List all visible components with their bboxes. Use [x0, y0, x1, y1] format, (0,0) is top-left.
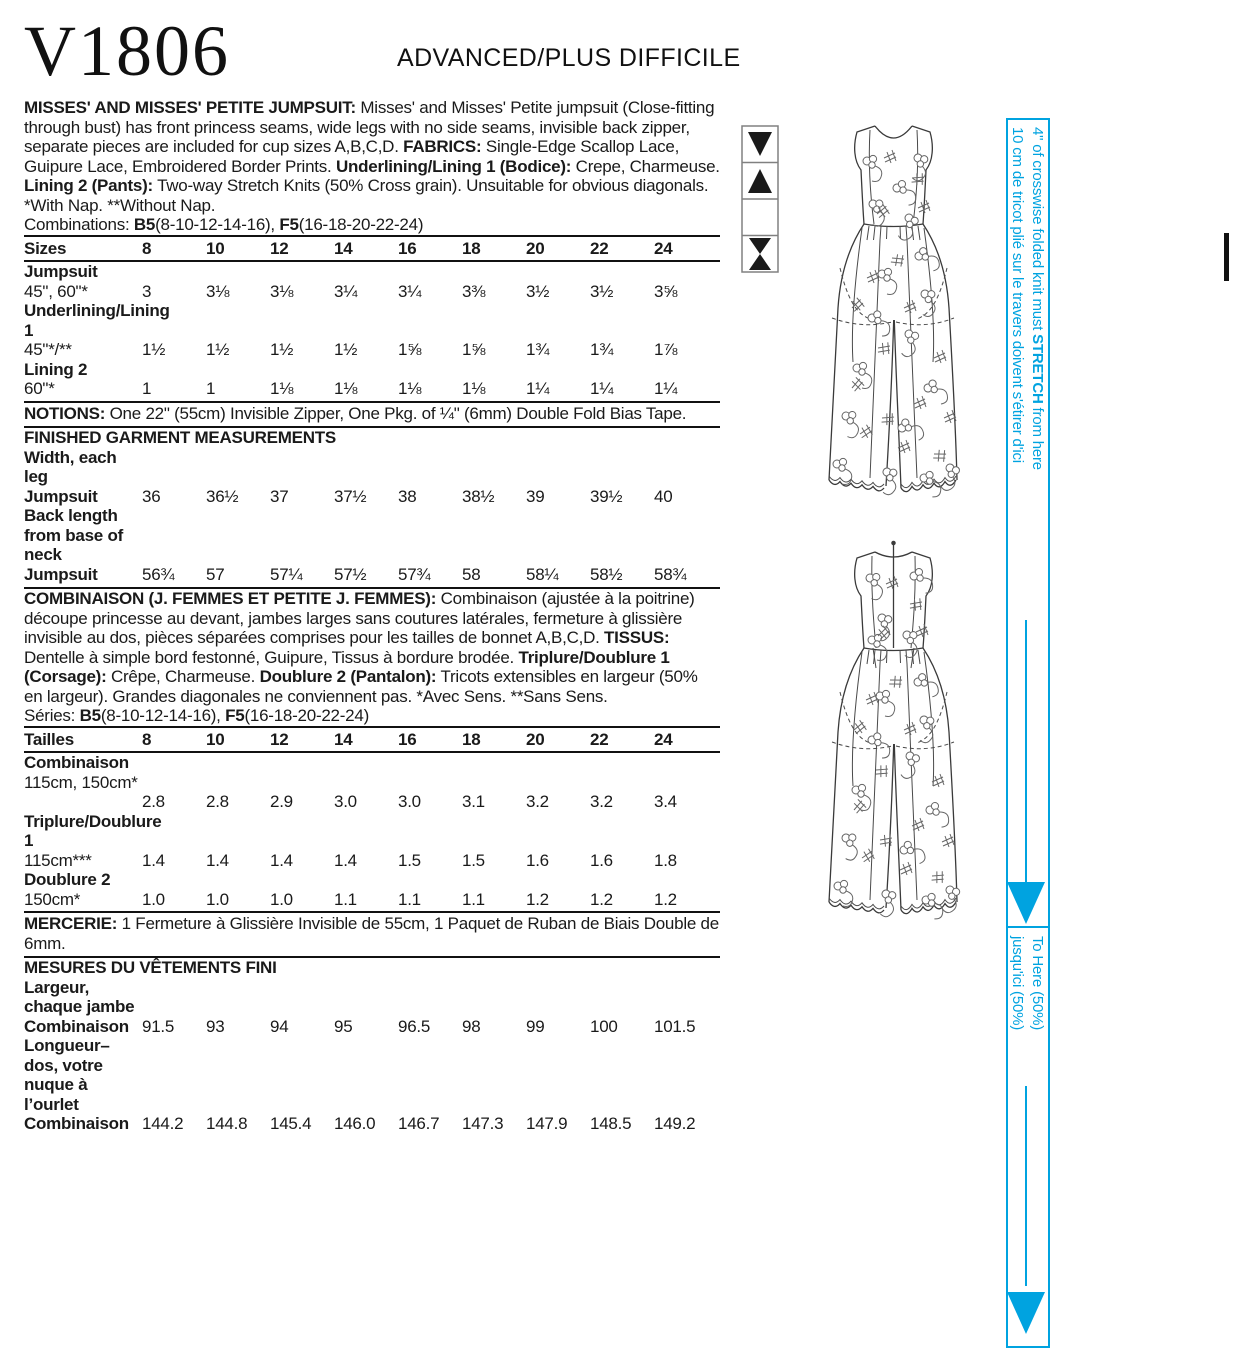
table-cell: Triplure/Doublure 1 — [24, 811, 162, 850]
text-segment: Combinations: — [24, 215, 134, 234]
table-cell: 3.2 — [590, 792, 613, 811]
table-cell: 1½ — [334, 340, 358, 359]
table-row — [24, 812, 720, 851]
table-cell: 99 — [526, 1016, 545, 1036]
table-cell: 45"*/** — [24, 340, 72, 359]
table-cell: 1.4 — [142, 850, 165, 870]
table-cell: 10 — [206, 238, 225, 258]
table-row — [24, 1114, 720, 1134]
table-cell: 36½ — [206, 486, 239, 506]
text-segment: F5 — [279, 215, 299, 234]
table-cell: Combinaison — [24, 1114, 129, 1133]
table-cell: 1.1 — [398, 889, 421, 909]
table-cell: 58 — [462, 564, 481, 584]
table-cell: 1.1 — [334, 889, 357, 909]
text-segment: NOTIONS: — [24, 403, 106, 423]
notions-paragraph — [24, 403, 720, 429]
table-cell: Jumpsuit — [24, 486, 98, 506]
text-segment: TISSUS: — [604, 628, 670, 647]
table-cell: 3½ — [526, 281, 550, 301]
table-cell: 1¼ — [654, 379, 678, 398]
table-cell: 1⅝ — [398, 340, 422, 359]
text-segment: MERCERIE: — [24, 914, 118, 933]
table-cell: 8 — [142, 729, 152, 749]
table-cell: 58¼ — [526, 564, 559, 584]
table-cell: 146.7 — [398, 1114, 440, 1133]
table-cell: 101.5 — [654, 1016, 696, 1036]
stretch-arrow-head-2-icon — [1007, 1292, 1045, 1334]
table-cell: Longueur– dos, votre nuque à l’ourlet — [24, 1036, 110, 1114]
table-cell: 45", 60"* — [24, 281, 88, 301]
table-cell: 100 — [590, 1016, 618, 1036]
table-cell: 1⅛ — [398, 379, 422, 398]
text-segment: Underlining/Lining 1 (Bodice): — [335, 156, 572, 176]
table-row — [24, 262, 720, 282]
table-cell: Back length from base of neck — [24, 506, 124, 564]
table-cell: 3½ — [590, 281, 614, 301]
table-cell: 58¾ — [654, 564, 687, 584]
table-cell: Underlining/Lining 1 — [24, 301, 170, 340]
table-cell: 1⅛ — [334, 379, 358, 398]
french-description — [24, 589, 720, 706]
table-row — [24, 1036, 720, 1114]
table-cell: 58½ — [590, 564, 623, 584]
table-header-row — [24, 726, 720, 754]
mesures-title: MESURES DU VÊTEMENTS FINI — [24, 958, 277, 977]
table-cell: 3.2 — [526, 792, 549, 811]
table-cell: Largeur, chaque jambe — [24, 977, 135, 1016]
table-cell: 20 — [526, 238, 545, 258]
text-segment: One 22" (55cm) Invisible Zipper, One Pkg. of ¼" (6mm) Double Fold Bias Tape. — [105, 403, 687, 423]
table-cell: 94 — [270, 1016, 289, 1036]
table-header-row — [24, 235, 720, 263]
table-cell: 1.4 — [206, 850, 229, 870]
table-cell: 2.8 — [206, 792, 229, 811]
table-cell: 57¾ — [398, 564, 431, 584]
english-description — [24, 98, 720, 215]
registration-mark — [1224, 233, 1229, 281]
text-segment: (8-10-12-14-16), — [100, 706, 226, 725]
text-segment: Crepe, Charmeuse. — [571, 156, 720, 176]
table-cell: 14 — [334, 729, 353, 749]
table-cell: 1⅞ — [654, 340, 678, 359]
text-segment: STRETCH — [1029, 334, 1046, 404]
stretch-arrow-line-2 — [1025, 1086, 1027, 1286]
table-cell: 39½ — [590, 486, 623, 506]
table-cell: 115cm*** — [24, 850, 92, 870]
table-cell: 3.4 — [654, 792, 677, 811]
table-cell: 1½ — [206, 340, 230, 359]
table-cell: 147.9 — [526, 1114, 568, 1133]
table-cell: 16 — [398, 238, 417, 258]
text-segment: (16-18-20-22-24) — [244, 706, 369, 725]
table-cell: 1⅛ — [270, 379, 294, 398]
difficulty-rating: ADVANCED/PLUS DIFFICILE — [397, 44, 741, 72]
text-segment: Dentelle à simple bord festonné, Guipure, Tissus à bordure brodée. — [24, 647, 519, 667]
stretch-gauge-text-fr: 10 cm de tricot plié sur le travers doivent s'étirer d'ici — [1009, 127, 1026, 463]
finished-measurements-block — [24, 428, 720, 589]
table-cell: 24 — [654, 238, 673, 258]
text-segment: Triplure/Doublure 1 (Corsage): — [24, 647, 670, 686]
table-row — [24, 360, 720, 380]
table-cell: Sizes — [24, 238, 67, 258]
table-row — [24, 890, 720, 910]
nap-symbol-legend — [741, 125, 779, 278]
to-here-text — [1007, 936, 1047, 1086]
table-cell: 20 — [526, 729, 545, 749]
mesures-block — [24, 958, 720, 1134]
table-cell: 18 — [462, 238, 481, 258]
stretch-gauge-text-en — [1027, 127, 1047, 557]
stretch-gauge-text — [1007, 127, 1047, 557]
text-segment: B5 — [133, 215, 156, 234]
text-segment: F5 — [225, 706, 245, 725]
table-cell: 1.6 — [590, 850, 613, 870]
table-cell: 38½ — [462, 486, 495, 506]
text-segment: Two-way Stretch Knits (50% Cross grain). Unsuitable for obvious diagonals. *With Nap. **Without Nap. — [24, 176, 709, 215]
table-cell: 146.0 — [334, 1114, 376, 1133]
table-cell: 3.0 — [334, 792, 357, 811]
table-cell: 144.2 — [142, 1114, 184, 1133]
table-cell: 12 — [270, 238, 289, 258]
table-cell: 96.5 — [398, 1016, 431, 1036]
table-cell: 95 — [334, 1016, 353, 1036]
table-cell: 1.0 — [142, 889, 165, 909]
text-segment: from here — [1029, 403, 1046, 470]
jumpsuit-back-view-icon — [782, 540, 1002, 965]
finished-measurements-table — [24, 448, 720, 585]
table-cell: 148.5 — [590, 1114, 632, 1133]
pattern-number: V1806 — [24, 11, 230, 91]
table-cell: 3¼ — [334, 281, 358, 301]
text-segment: Tricots extensibles en largeur (50% en largeur). Grandes diagonales ne conviennent pas. *Avec Sens. **Sans Sens. — [24, 667, 698, 706]
table-cell: 91.5 — [142, 1016, 175, 1036]
table-cell: 1⅝ — [462, 340, 486, 359]
table-row — [24, 379, 720, 399]
table-cell: 1¾ — [590, 340, 614, 359]
table-cell: 1¼ — [526, 379, 550, 398]
table-cell: 1.2 — [590, 889, 613, 909]
yardage-table-french — [24, 726, 720, 914]
table-cell: Lining 2 — [24, 359, 88, 379]
table-row — [24, 506, 720, 565]
text-column — [24, 98, 720, 1134]
table-cell: 93 — [206, 1016, 225, 1036]
table-cell: 1.5 — [398, 850, 421, 870]
table-row — [24, 448, 720, 487]
table-cell: 56¾ — [142, 564, 175, 584]
text-segment: B5 — [79, 706, 101, 725]
text-segment: Combinaison (ajustée à la poitrine) découpe princesse au devant, jambes larges sans coutures latérales, fermeture à glissière invisible au dos, pièces séparées comprises pour les tailles de bonnet A,B,C,D. — [24, 589, 695, 647]
table-cell: 144.8 — [206, 1114, 248, 1133]
text-segment: Lining 2 (Pants): — [24, 176, 153, 195]
series-line — [24, 706, 720, 726]
table-cell: 37½ — [334, 486, 367, 506]
table-cell: 57 — [206, 564, 225, 584]
table-row — [24, 851, 720, 871]
table-cell: 1½ — [270, 340, 294, 359]
stretch-arrow-line-1 — [1025, 620, 1027, 888]
to-here-text-en: To Here (50%) — [1029, 936, 1046, 1031]
table-cell: 1½ — [142, 340, 166, 359]
text-segment: MISSES' AND MISSES' PETITE JUMPSUIT: — [24, 98, 356, 117]
combinations-line — [24, 215, 720, 235]
table-cell: 3¼ — [398, 281, 422, 301]
table-cell: 40 — [654, 486, 673, 506]
table-cell: 3⅝ — [654, 281, 678, 301]
text-segment: 4" of crosswise folded knit must — [1029, 127, 1046, 335]
text-segment: Single-Edge Scallop Lace, Guipure Lace, Embroidered Border Prints. — [24, 137, 680, 176]
table-cell: Combinaison — [24, 1016, 129, 1036]
table-cell: 115cm, 150cm* — [24, 772, 138, 792]
table-row — [24, 870, 720, 890]
table-cell: 1.0 — [206, 889, 229, 909]
table-row — [24, 753, 720, 773]
table-cell: 1.8 — [654, 850, 677, 870]
table-cell: 147.3 — [462, 1114, 504, 1133]
table-row — [24, 978, 720, 1017]
table-cell: 10 — [206, 729, 225, 749]
table-cell: Tailles — [24, 729, 74, 749]
text-segment: Doublure 2 (Pantalon): — [259, 667, 437, 686]
table-cell: 2.9 — [270, 792, 293, 811]
table-row — [24, 282, 720, 302]
table-row — [24, 773, 720, 793]
table-row — [24, 792, 720, 812]
table-cell: 18 — [462, 729, 481, 749]
table-cell: Jumpsuit — [24, 262, 98, 281]
table-cell: 22 — [590, 238, 609, 258]
table-cell: 38 — [398, 486, 417, 506]
table-cell: 1.1 — [462, 889, 485, 909]
table-cell: 3.1 — [462, 792, 485, 811]
jumpsuit-front-view-icon — [782, 116, 1002, 546]
table-cell: 57¼ — [270, 564, 303, 584]
table-cell: 1.6 — [526, 850, 549, 870]
table-cell: 39 — [526, 486, 545, 506]
table-cell — [24, 792, 142, 812]
table-cell: 98 — [462, 1016, 481, 1036]
table-cell: 1 — [142, 379, 152, 398]
text-segment: (8-10-12-14-16), — [155, 215, 280, 234]
table-cell: 2.8 — [142, 792, 165, 811]
table-cell: 12 — [270, 729, 289, 749]
table-cell: 36 — [142, 486, 161, 506]
mercerie-paragraph — [24, 913, 720, 958]
table-cell: 1.5 — [462, 850, 485, 870]
finished-measurements-title: FINISHED GARMENT MEASUREMENTS — [24, 428, 336, 447]
table-cell: 8 — [142, 238, 152, 258]
table-cell: Combinaison — [24, 753, 129, 772]
table-cell: 3⅛ — [206, 281, 230, 301]
table-cell: 1.2 — [654, 889, 677, 909]
table-cell: 1 — [206, 379, 216, 398]
table-cell: 1¼ — [590, 379, 614, 398]
table-cell: 1.4 — [334, 850, 357, 870]
table-row — [24, 565, 720, 585]
text-segment: Crêpe, Charmeuse. — [106, 667, 260, 686]
table-cell: 1.2 — [526, 889, 549, 909]
table-cell: 3.0 — [398, 792, 421, 811]
table-cell: 150cm* — [24, 889, 81, 909]
text-segment: Séries: — [24, 706, 80, 725]
table-cell: 14 — [334, 238, 353, 258]
table-cell: Jumpsuit — [24, 564, 98, 584]
table-cell: 1.4 — [270, 850, 293, 870]
table-cell: 1⅛ — [462, 379, 486, 398]
table-cell: 1.0 — [270, 889, 293, 909]
table-row — [24, 1017, 720, 1037]
mesures-table — [24, 978, 720, 1134]
text-segment: (16-18-20-22-24) — [298, 215, 424, 234]
table-cell: 145.4 — [270, 1114, 312, 1133]
table-cell: 16 — [398, 729, 417, 749]
text-segment: Misses' and Misses' Petite jumpsuit (Close-fitting through bust) has front princess seams, wide legs with no side seams, invisible back zipper, separate pieces are included for cup sizes A,B,C,D. — [24, 98, 715, 156]
table-cell: Width, each leg — [24, 447, 117, 486]
table-cell: 22 — [590, 729, 609, 749]
table-cell: 3⅜ — [462, 281, 486, 301]
table-row — [24, 301, 720, 340]
table-cell: 3⅛ — [270, 281, 294, 301]
table-cell: 37 — [270, 486, 289, 506]
yardage-table-english — [24, 235, 720, 403]
text-segment: 1 Fermeture à Glissière Invisible de 55cm, 1 Paquet de Ruban de Biais Double de 6mm. — [24, 914, 719, 953]
table-cell: 1¾ — [526, 340, 550, 359]
table-cell: 60"* — [24, 379, 55, 398]
table-cell: 149.2 — [654, 1114, 696, 1133]
table-cell: Doublure 2 — [24, 870, 111, 889]
text-segment: FABRICS: — [403, 137, 482, 156]
to-here-text-fr: jusqu'ici (50%) — [1009, 936, 1026, 1031]
table-cell: 24 — [654, 729, 673, 749]
table-cell: 3 — [142, 281, 152, 301]
stretch-arrow-head-1-icon — [1007, 882, 1045, 924]
text-segment: COMBINAISON (J. FEMMES ET PETITE J. FEMMES): — [24, 589, 437, 608]
table-cell: 57½ — [334, 564, 367, 584]
table-row — [24, 340, 720, 360]
table-row — [24, 487, 720, 507]
